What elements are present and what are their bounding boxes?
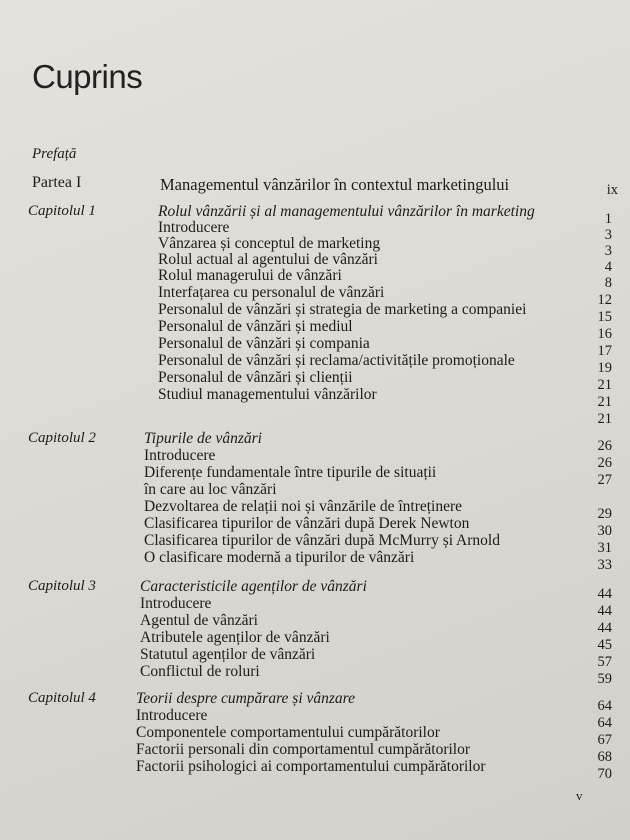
toc-entry: Introducere [136,707,208,724]
toc-entry: O clasificare modernă a tipurilor de vânzări [144,549,415,566]
toc-page-number: 29 [597,506,612,522]
toc-entry: Clasificarea tipurilor de vânzări după Derek Newton [144,515,470,532]
toc-page-number: 21 [597,411,612,427]
toc-entry: Statutul agenților de vânzări [140,646,316,663]
toc-page-number: 26 [597,438,612,454]
part-label: Partea I [32,174,82,191]
toc-entry: Introducere [158,219,230,236]
footer-page-number: v [576,788,583,803]
toc-page-number: 57 [597,654,612,670]
toc-entry: Dezvoltarea de relații noi și vânzările de întreținere [144,498,463,515]
toc-page-number: 21 [597,377,612,393]
toc-entry: Vânzarea și conceptul de marketing [158,235,381,252]
toc-entry: Personalul de vânzări și clienții [158,369,353,386]
toc-entry: Factorii personali din comportamentul cumpărătorilor [136,741,471,758]
part-page-number: ix [606,182,618,198]
chapter-title: Teorii despre cumpărare și vânzare [136,690,355,707]
toc-entry: Personalul de vânzări și compania [158,335,370,352]
toc-page-number: 4 [604,259,612,275]
toc-entry: Clasificarea tipurilor de vânzări după McMurry și Arnold [144,532,500,549]
toc-page-number: 1 [604,211,612,227]
toc-page-number: 45 [597,637,612,653]
toc-page-number: 30 [597,523,612,539]
toc-page-number: 21 [597,394,612,410]
toc-page-number: 59 [597,671,612,687]
part-title: Managementul vânzărilor în contextul marketingului [160,175,510,194]
toc-entry: Conflictul de roluri [140,663,260,680]
chapter-label: Capitolul 2 [28,430,96,446]
toc-entry: Rolul actual al agentului de vânzări [158,251,378,268]
toc-page-number: 64 [597,715,612,731]
toc-page-number: 44 [597,603,612,619]
preface-label: Prefață [32,146,77,162]
toc-entry: Personalul de vânzări și reclama/activitățile promoționale [158,352,515,369]
toc-page-number: 12 [597,292,612,308]
toc-entry: Factorii psihologici ai comportamentului cumpărătorilor [136,758,486,775]
toc-page-number: 3 [604,227,612,243]
chapter-label: Capitolul 1 [28,203,96,219]
toc-page-number: 64 [597,698,612,714]
toc-entry: Atributele agenților de vânzări [140,629,330,646]
toc-page-number: 33 [597,557,612,573]
toc-page-number: 16 [597,326,612,342]
toc-entry: Studiul managementului vânzărilor [158,386,377,403]
toc-entry: Introducere [144,447,216,464]
toc-entry: Interfațarea cu personalul de vânzări [158,284,385,301]
toc-page-number: 31 [597,540,612,556]
toc-page-number: 26 [597,455,612,471]
toc-page-number: 67 [597,732,612,748]
page-title: Cuprins [32,58,143,95]
toc-page-number: 8 [604,275,612,291]
toc-page-number: 3 [604,243,612,259]
chapter-title: Caracteristicile agenților de vânzări [140,578,367,595]
toc-page-number: 44 [597,620,612,636]
toc-entry: Rolul managerului de vânzări [158,267,342,284]
toc-entry: Diferențe fundamentale între tipurile de situații [144,464,437,481]
toc-page-number: 70 [597,766,612,782]
toc-entry: Componentele comportamentului cumpărătorilor [136,724,440,741]
toc-page-number: 15 [597,309,612,325]
toc-entry: Introducere [140,595,212,612]
toc-page-number: 44 [597,586,612,602]
toc-entry: în care au loc vânzări [144,481,277,498]
toc-entry: Personalul de vânzări și strategia de marketing a companiei [158,301,527,318]
toc-entry: Agentul de vânzări [140,612,258,629]
chapter-title: Tipurile de vânzări [144,430,262,447]
toc-page-number: 17 [597,343,612,359]
toc-page-number: 27 [597,472,612,488]
chapter-title: Rolul vânzării și al managementului vânzărilor în marketing [158,203,535,220]
toc-entry: Personalul de vânzări și mediul [158,318,353,335]
toc-page-number: 19 [597,360,612,376]
chapter-label: Capitolul 4 [28,690,96,706]
chapter-label: Capitolul 3 [28,578,96,594]
toc-page-number: 68 [597,749,612,765]
